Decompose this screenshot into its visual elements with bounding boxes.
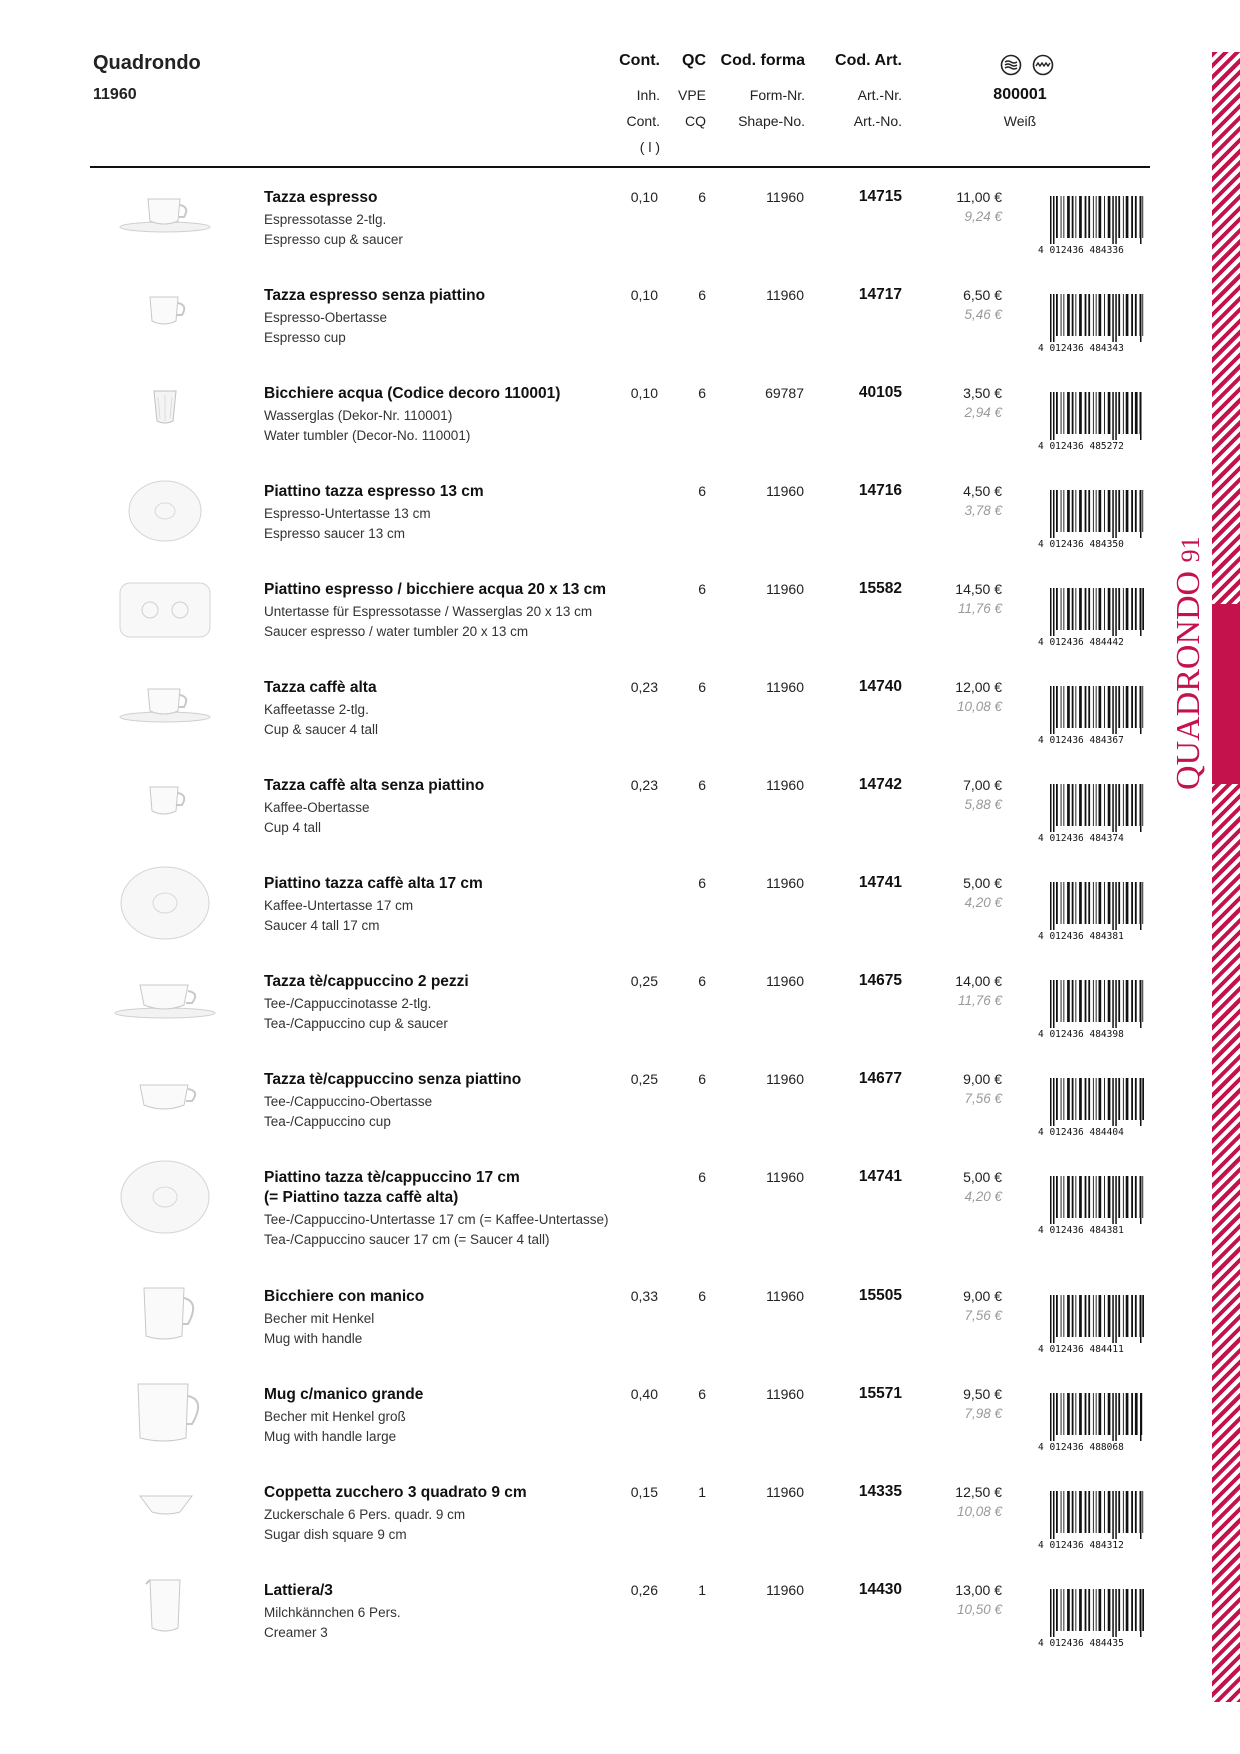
- barcode-number: 4 012436 484404: [1038, 1127, 1124, 1136]
- product-price-net: 7,56 €: [964, 1091, 1002, 1106]
- product-shape-no: 69787: [765, 385, 804, 401]
- product-price: 7,00 €: [963, 777, 1002, 793]
- product-qc: 6: [698, 581, 706, 597]
- product-price: 6,50 €: [963, 287, 1002, 303]
- product-name-de: Tee-/Cappuccinotasse 2-tlg.: [264, 996, 432, 1011]
- product-name-de: Kaffeetasse 2-tlg.: [264, 702, 369, 717]
- barcode-number: 4 012436 488068: [1038, 1442, 1124, 1451]
- product-article-no: 14675: [858, 972, 902, 989]
- barcode-number: 4 012436 484350: [1038, 539, 1124, 548]
- product-name-en: Sugar dish square 9 cm: [264, 1527, 407, 1542]
- product-name-en: Espresso cup: [264, 330, 346, 345]
- product-price-net: 9,24 €: [964, 209, 1002, 224]
- barcode-number: 4 012436 484336: [1038, 245, 1124, 254]
- barcode: [1038, 980, 1144, 1038]
- product-contents: 0,10: [630, 287, 658, 303]
- product-qc: 6: [698, 875, 706, 891]
- barcode-number: 4 012436 485272: [1038, 441, 1124, 450]
- product-qc: 6: [698, 287, 706, 303]
- product-price: 4,50 €: [963, 483, 1002, 499]
- product-price: 9,00 €: [963, 1288, 1002, 1304]
- microwave-icon: [1032, 54, 1054, 76]
- product-name-it: Piattino tazza caffè alta 17 cm: [264, 875, 483, 892]
- product-image: [110, 180, 220, 258]
- product-name-de: Tee-/Cappuccino-Untertasse 17 cm (= Kaffee-Untertasse): [264, 1212, 609, 1227]
- product-image: [110, 768, 220, 846]
- product-name-en: Tea-/Cappuccino saucer 17 cm (= Saucer 4 tall): [264, 1232, 550, 1247]
- product-name-en: Tea-/Cappuccino cup: [264, 1114, 391, 1129]
- product-name-en: Cup & saucer 4 tall: [264, 722, 379, 737]
- barcode-number: 4 012436 484411: [1038, 1344, 1124, 1353]
- product-name-de: Zuckerschale 6 Pers. quadr. 9 cm: [264, 1507, 466, 1522]
- product-article-no: 15505: [858, 1287, 902, 1304]
- product-qc: 6: [698, 1071, 706, 1087]
- product-name-de: Becher mit Henkel: [264, 1311, 375, 1326]
- product-name-de: Becher mit Henkel groß: [264, 1409, 406, 1424]
- product-price-net: 5,88 €: [964, 797, 1002, 812]
- sidebar-accent-block: [1212, 604, 1240, 784]
- product-contents: 0,10: [630, 385, 658, 401]
- product-qc: 6: [698, 1288, 706, 1304]
- page-number: 91: [1176, 536, 1205, 563]
- barcode: [1038, 490, 1144, 548]
- product-shape-no: 11960: [766, 189, 804, 205]
- product-name-de: Milchkännchen 6 Pers.: [264, 1605, 401, 1620]
- product-image: [110, 474, 220, 552]
- product-article-no: 14335: [858, 1483, 902, 1500]
- product-shape-no: 11960: [766, 581, 804, 597]
- barcode-number: 4 012436 484381: [1038, 1225, 1124, 1234]
- col-forma-de: Form-Nr.: [749, 87, 805, 103]
- product-name-en: Water tumbler (Decor-No. 110001): [264, 428, 471, 443]
- product-article-no: 14677: [858, 1070, 902, 1087]
- product-shape-no: 11960: [766, 287, 804, 303]
- product-name-de: Espressotasse 2-tlg.: [264, 212, 387, 227]
- product-article-no: 14430: [858, 1581, 902, 1598]
- barcode: [1038, 1176, 1144, 1234]
- product-price: 13,00 €: [955, 1582, 1002, 1598]
- product-shape-no: 11960: [766, 777, 804, 793]
- product-price: 5,00 €: [963, 1169, 1002, 1185]
- product-name-it: Piattino espresso / bicchiere acqua 20 x 13 cm: [264, 581, 607, 598]
- product-name-it-note: (= Piattino tazza caffè alta): [264, 1189, 459, 1206]
- series-title: Quadrondo: [93, 52, 201, 74]
- product-name-en: Mug with handle large: [264, 1429, 397, 1444]
- product-name-de: Espresso-Untertasse 13 cm: [264, 506, 431, 521]
- product-image: [110, 278, 220, 356]
- product-image: [110, 1062, 220, 1140]
- product-name-it: Tazza caffè alta senza piattino: [264, 777, 485, 794]
- product-qc: 1: [698, 1582, 706, 1598]
- product-qc: 6: [698, 483, 706, 499]
- product-name-it: Tazza caffè alta: [264, 679, 377, 696]
- col-art-en: Art.-No.: [853, 113, 902, 129]
- col-cont-de: Inh.: [636, 87, 660, 103]
- product-article-no: 14741: [858, 1168, 902, 1185]
- product-image: [110, 1475, 220, 1553]
- product-name-de: Espresso-Obertasse: [264, 310, 388, 325]
- product-image: [110, 866, 220, 944]
- product-article-no: 40105: [858, 384, 902, 401]
- product-name-en: Cup 4 tall: [264, 820, 322, 835]
- barcode: [1038, 294, 1144, 352]
- col-cont-en: Cont.: [626, 113, 660, 129]
- product-price-net: 5,46 €: [964, 307, 1002, 322]
- product-shape-no: 11960: [766, 483, 804, 499]
- barcode: [1038, 784, 1144, 842]
- series-number: 11960: [93, 86, 137, 103]
- barcode: [1038, 588, 1144, 646]
- product-name-it: Bicchiere acqua (Codice decoro 110001): [264, 385, 561, 402]
- barcode-number: 4 012436 484312: [1038, 1540, 1124, 1549]
- product-shape-no: 11960: [766, 1071, 804, 1087]
- decor-name: Weiß: [1003, 113, 1037, 129]
- product-price-net: 4,20 €: [964, 895, 1002, 910]
- barcode-number: 4 012436 484435: [1038, 1638, 1124, 1647]
- product-price-net: 10,08 €: [956, 699, 1002, 714]
- product-name-it: Tazza espresso senza piattino: [264, 287, 486, 304]
- product-qc: 6: [698, 679, 706, 695]
- col-cont-header: Cont.: [619, 52, 660, 69]
- product-price-net: 3,78 €: [964, 503, 1002, 518]
- product-article-no: 14715: [858, 188, 902, 205]
- barcode: [1038, 882, 1144, 940]
- product-image: [110, 964, 220, 1042]
- header-rule: [90, 166, 1150, 168]
- product-price-net: 10,50 €: [956, 1602, 1002, 1617]
- barcode: [1038, 1589, 1144, 1647]
- product-price: 14,00 €: [955, 973, 1002, 989]
- product-contents: 0,25: [630, 1071, 658, 1087]
- product-price: 12,50 €: [955, 1484, 1002, 1500]
- product-article-no: 14716: [858, 482, 902, 499]
- sidebar-stripes: [1212, 52, 1240, 1702]
- product-name-en: Saucer 4 tall 17 cm: [264, 918, 380, 933]
- product-name-de: Wasserglas (Dekor-Nr. 110001): [264, 408, 453, 423]
- product-name-en: Espresso cup & saucer: [264, 232, 403, 247]
- product-article-no: 14717: [858, 286, 902, 303]
- product-price: 5,00 €: [963, 875, 1002, 891]
- product-price-net: 2,94 €: [964, 405, 1002, 420]
- product-image: [110, 670, 220, 748]
- product-price-net: 4,20 €: [964, 1189, 1002, 1204]
- product-contents: 0,15: [630, 1484, 658, 1500]
- col-art-de: Art.-Nr.: [857, 87, 902, 103]
- product-name-it: Mug c/manico grande: [264, 1386, 424, 1403]
- barcode-number: 4 012436 484343: [1038, 343, 1124, 352]
- product-price: 9,50 €: [963, 1386, 1002, 1402]
- product-price: 3,50 €: [963, 385, 1002, 401]
- col-art-header: Cod. Art.: [835, 52, 902, 69]
- col-qc-en: CQ: [685, 113, 706, 129]
- product-price-net: 7,98 €: [964, 1406, 1002, 1421]
- barcode: [1038, 1078, 1144, 1136]
- barcode: [1038, 196, 1144, 254]
- product-name-de: Untertasse für Espressotasse / Wasserglas 20 x 13 cm: [264, 604, 593, 619]
- product-name-en: Espresso saucer 13 cm: [264, 526, 406, 541]
- product-qc: 6: [698, 973, 706, 989]
- product-image: [110, 572, 220, 650]
- product-name-de: Kaffee-Untertasse 17 cm: [264, 898, 414, 913]
- product-name-it: Lattiera/3: [264, 1582, 333, 1599]
- product-name-it: Piattino tazza tè/cappuccino 17 cm: [264, 1169, 520, 1186]
- product-price: 14,50 €: [955, 581, 1002, 597]
- product-article-no: 14740: [858, 678, 902, 695]
- product-shape-no: 11960: [766, 1386, 804, 1402]
- product-contents: 0,25: [630, 973, 658, 989]
- product-qc: 6: [698, 1169, 706, 1185]
- decor-number: 800001: [993, 86, 1047, 103]
- product-name-it: Tazza espresso: [264, 189, 378, 206]
- product-price-net: 10,08 €: [956, 1504, 1002, 1519]
- product-name-it: Tazza tè/cappuccino 2 pezzi: [264, 973, 469, 990]
- product-image: [110, 1279, 220, 1357]
- product-price: 9,00 €: [963, 1071, 1002, 1087]
- product-qc: 6: [698, 777, 706, 793]
- product-name-it: Coppetta zucchero 3 quadrato 9 cm: [264, 1484, 527, 1501]
- product-contents: 0,10: [630, 189, 658, 205]
- product-article-no: 14742: [858, 776, 902, 793]
- product-shape-no: 11960: [766, 875, 804, 891]
- barcode-number: 4 012436 484398: [1038, 1029, 1124, 1038]
- product-name-en: Creamer 3: [264, 1625, 328, 1640]
- barcode-number: 4 012436 484367: [1038, 735, 1124, 744]
- dishwasher-icon: [1000, 54, 1022, 76]
- product-name-en: Tea-/Cappuccino cup & saucer: [264, 1016, 448, 1031]
- product-image: [110, 376, 220, 454]
- barcode-number: 4 012436 484374: [1038, 833, 1124, 842]
- product-qc: 6: [698, 1386, 706, 1402]
- brand-vertical: [1170, 536, 1207, 790]
- product-price-net: 7,56 €: [964, 1308, 1002, 1323]
- product-article-no: 15571: [858, 1385, 902, 1402]
- product-price-net: 11,76 €: [957, 601, 1002, 616]
- product-qc: 1: [698, 1484, 706, 1500]
- product-name-en: Saucer espresso / water tumbler 20 x 13 cm: [264, 624, 529, 639]
- product-image: [110, 1573, 220, 1651]
- product-name-it: Piattino tazza espresso 13 cm: [264, 483, 484, 500]
- product-image: [110, 1160, 220, 1238]
- product-contents: 0,23: [630, 679, 658, 695]
- barcode-number: 4 012436 484381: [1038, 931, 1124, 940]
- brand-name: QUADRONDO: [1170, 570, 1207, 790]
- barcode: [1038, 1491, 1144, 1549]
- care-icons: [1000, 54, 1054, 76]
- product-qc: 6: [698, 189, 706, 205]
- product-name-de: Tee-/Cappuccino-Obertasse: [264, 1094, 433, 1109]
- barcode: [1038, 1295, 1144, 1353]
- product-article-no: 15582: [858, 580, 902, 597]
- product-qc: 6: [698, 385, 706, 401]
- col-forma-en: Shape-No.: [738, 113, 805, 129]
- barcode: [1038, 392, 1144, 450]
- product-contents: 0,40: [630, 1386, 658, 1402]
- product-shape-no: 11960: [766, 1169, 804, 1185]
- product-price-net: 11,76 €: [957, 993, 1002, 1008]
- barcode: [1038, 686, 1144, 744]
- product-shape-no: 11960: [766, 1288, 804, 1304]
- col-qc-de: VPE: [677, 87, 706, 103]
- product-shape-no: 11960: [766, 1484, 804, 1500]
- product-name-en: Mug with handle: [264, 1331, 363, 1346]
- product-contents: 0,26: [630, 1582, 658, 1598]
- col-qc-header: QC: [682, 52, 706, 69]
- barcode-number: 4 012436 484442: [1038, 637, 1124, 646]
- product-contents: 0,23: [630, 777, 658, 793]
- barcode: [1038, 1393, 1144, 1451]
- product-price: 12,00 €: [955, 679, 1002, 695]
- product-image: [110, 1377, 220, 1455]
- product-shape-no: 11960: [766, 1582, 804, 1598]
- product-article-no: 14741: [858, 874, 902, 891]
- product-shape-no: 11960: [766, 679, 804, 695]
- product-name-it: Tazza tè/cappuccino senza piattino: [264, 1071, 522, 1088]
- col-forma-header: Cod. forma: [720, 52, 805, 69]
- col-cont-unit: ( l ): [639, 139, 660, 155]
- product-price: 11,00 €: [956, 189, 1002, 205]
- product-name-it: Bicchiere con manico: [264, 1288, 425, 1305]
- product-contents: 0,33: [630, 1288, 658, 1304]
- product-shape-no: 11960: [766, 973, 804, 989]
- product-name-de: Kaffee-Obertasse: [264, 800, 370, 815]
